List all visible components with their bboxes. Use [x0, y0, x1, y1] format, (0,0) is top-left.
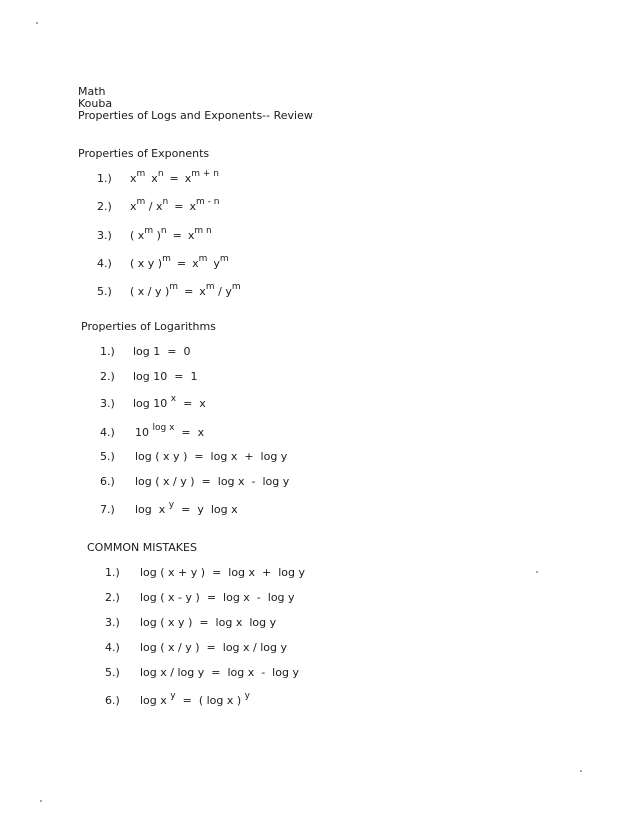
item-number: 5.)	[97, 285, 112, 298]
item-number: 5.)	[105, 666, 120, 679]
formula: log ( x y ) = log x log y	[140, 616, 277, 629]
item-number: 1.)	[105, 566, 120, 579]
item-number: 3.)	[100, 397, 115, 410]
formula: 10 $^{log x}$ = x	[135, 423, 205, 439]
item-number: 4.)	[105, 641, 120, 654]
formula: ( x y )$^m = x^m$ $y^m$	[130, 254, 229, 270]
item-number: 6.)	[105, 694, 120, 707]
scan-speck	[40, 800, 42, 802]
item-number: 2.)	[97, 200, 112, 213]
item-number: 6.)	[100, 475, 115, 488]
subject-label: Math	[78, 85, 106, 98]
scan-speck	[536, 571, 538, 573]
item-number: 5.)	[100, 450, 115, 463]
formula: log x $^y$ = y log x	[135, 500, 238, 516]
formula: ( $x^m$ )$^n = x^{m n}$	[130, 226, 212, 242]
item-number: 4.)	[100, 426, 115, 439]
mistakes-heading: COMMON MISTAKES	[87, 541, 197, 554]
item-number: 1.)	[100, 345, 115, 358]
formula: log ( x / y ) = log x / log y	[140, 641, 288, 654]
document-header	[78, 86, 313, 122]
scan-speck	[36, 22, 38, 24]
formula: log ( x y ) = log x + log y	[135, 450, 288, 463]
item-number: 7.)	[100, 503, 115, 516]
item-number: 3.)	[105, 616, 120, 629]
formula: log 1 = 0	[133, 345, 191, 358]
formula: log ( x / y ) = log x - log y	[135, 475, 290, 488]
exponents-heading: Properties of Exponents	[78, 147, 210, 160]
item-number: 3.)	[97, 229, 112, 242]
document-title: Properties of Logs and Exponents-- Review	[78, 109, 313, 122]
formula: $x^m / x^n = x^{m - n}$	[130, 197, 220, 213]
formula: log ( x + y ) = log x + log y	[140, 566, 306, 579]
teacher-label: Kouba	[78, 97, 113, 110]
scan-speck	[580, 770, 582, 772]
item-number: 2.)	[105, 591, 120, 604]
item-number: 4.)	[97, 257, 112, 270]
logarithms-heading: Properties of Logarithms	[81, 320, 216, 333]
formula: log x / log y = log x - log y	[140, 666, 299, 679]
item-number: 1.)	[97, 172, 112, 185]
formula: log 10 $^x$ = x	[133, 394, 206, 410]
formula: ( x / y )$^m = x^m / y^m$	[130, 282, 241, 298]
formula: $x^m$ $x^n = x^{m + n}$	[130, 169, 219, 185]
formula: log ( x - y ) = log x - log y	[140, 591, 295, 604]
item-number: 2.)	[100, 370, 115, 383]
formula: log 10 = 1	[133, 370, 198, 383]
formula: log x $^y$ = ( log x ) $^y$	[140, 691, 250, 707]
